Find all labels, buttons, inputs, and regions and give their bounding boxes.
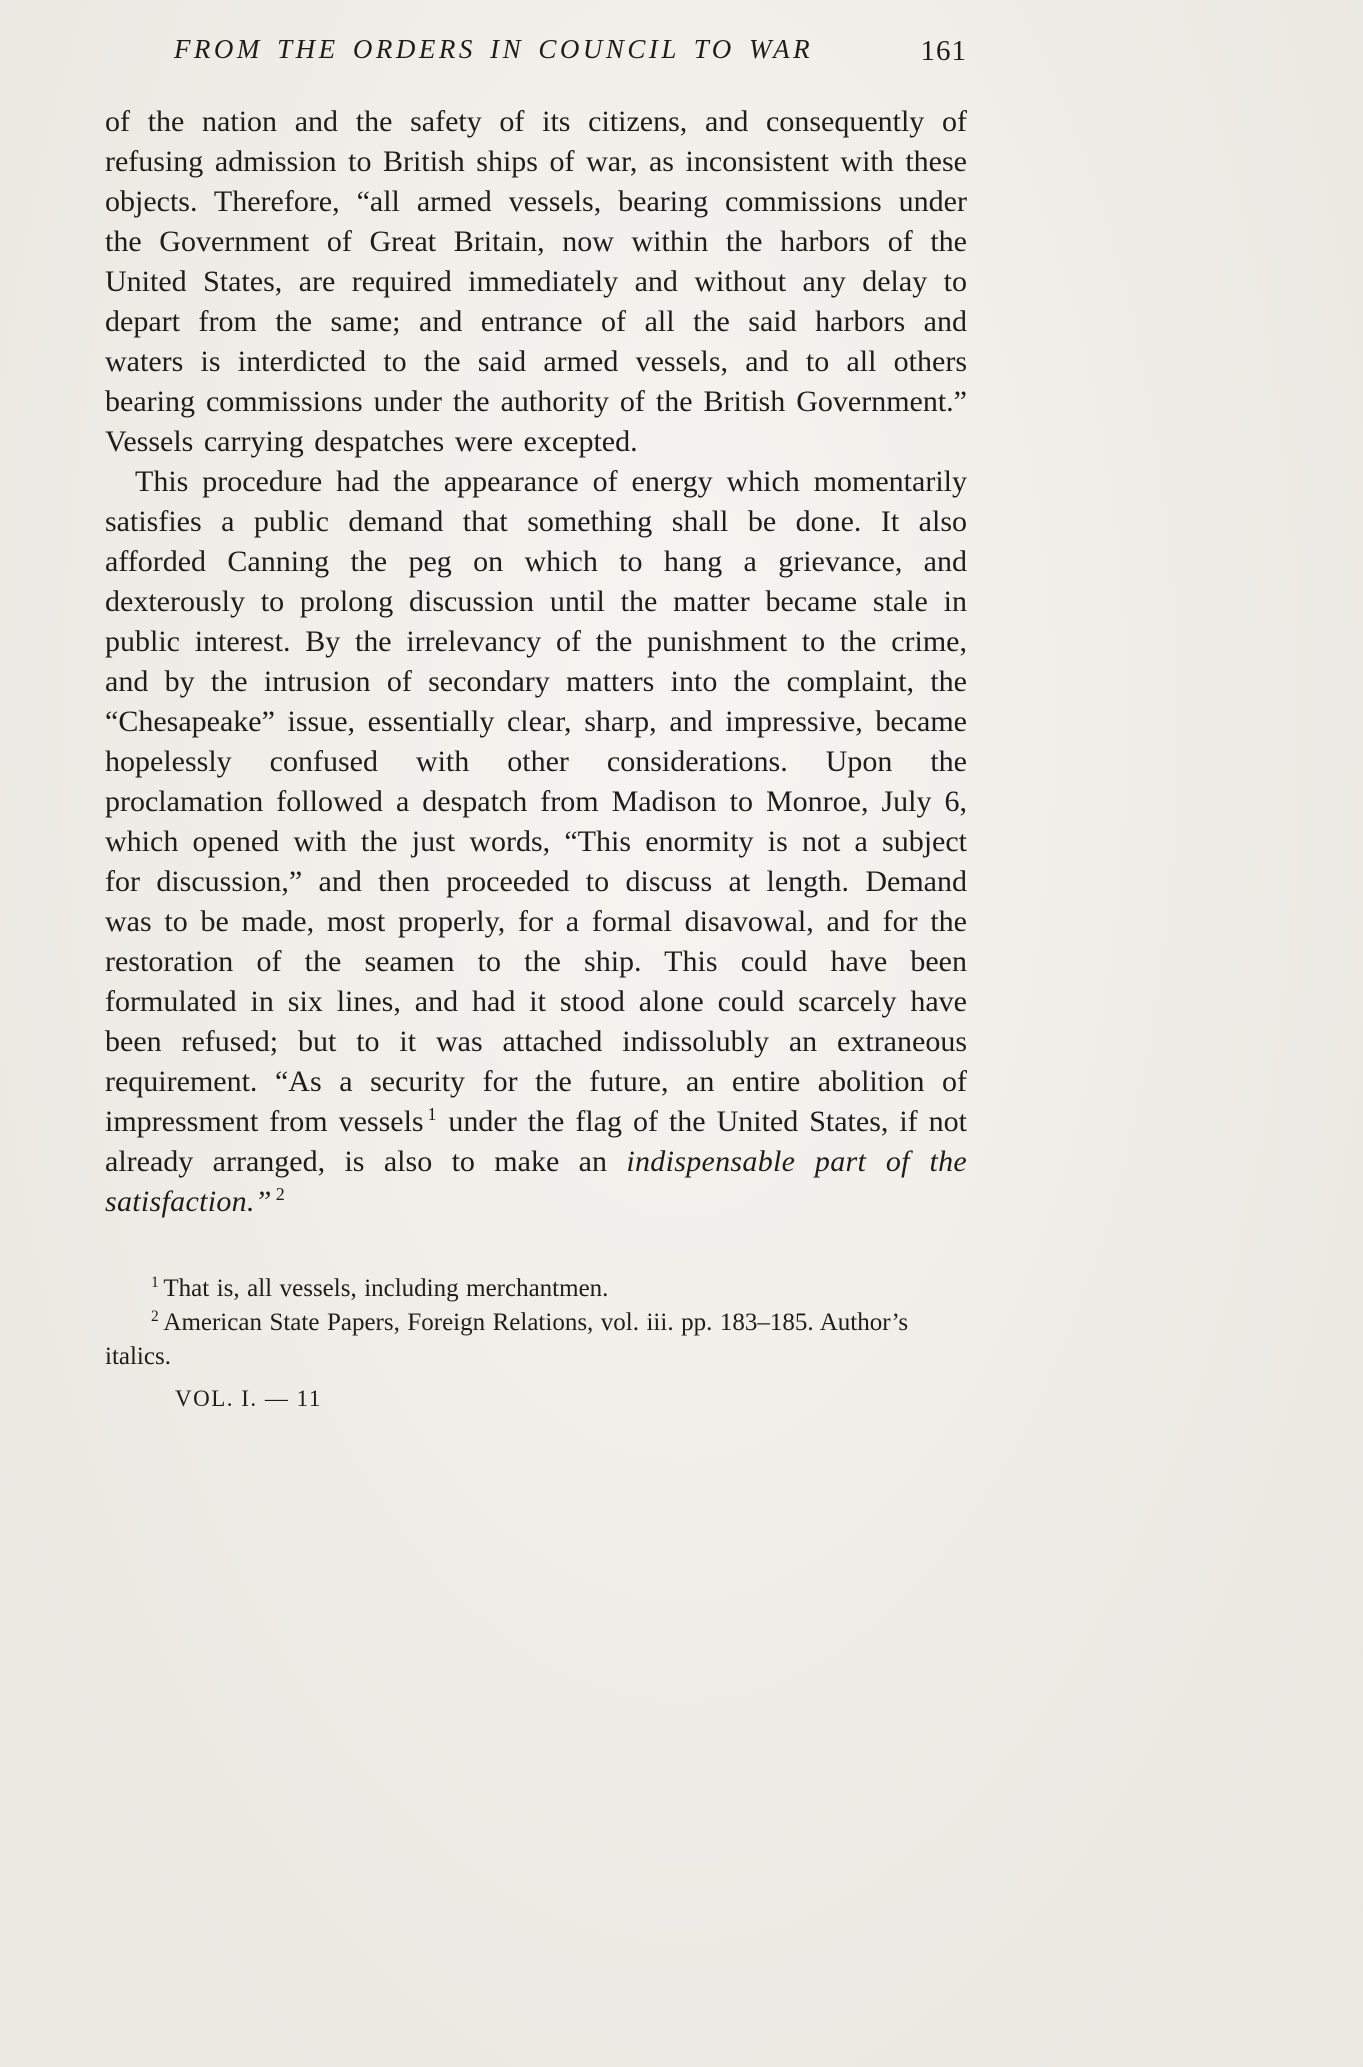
- running-head-title: FROM THE ORDERS IN COUNCIL TO WAR: [173, 34, 814, 64]
- text-block: [105, 34, 967, 1412]
- page-footer: [105, 1272, 967, 1412]
- paragraph-2-text-continued: under the flag of the United States, if not already arranged, is also to make an: [105, 1105, 967, 1178]
- footnote-2: [105, 1306, 967, 1374]
- italicized-phrase: indispensable part of the satisfaction.”: [105, 1145, 967, 1218]
- footnote-reference-2: 2: [275, 1184, 285, 1204]
- footnote-1: [105, 1272, 967, 1306]
- paragraph-2-text: This procedure had the appearance of energy which momentarily satisfies a public demand that something shall be done. It also afforded Canning the peg on which to hang a grievance, and dexterously to prolong discussion until the matter became stale in public interest. By the irrelevancy of the punishment to the crime, and by the intrusion of secondary matters into the complaint, the “Chesapeake” issue, essentially clear, sharp, and impressive, became hopelessly confused with other considerations. Upon the proclamation followed a despatch from Madison to Monroe, July 6, which opened with the just words, “This enormity is not a subject for discussion,” and then proceeded to discuss at length. Demand was to be made, most properly, for a formal disavowal, and for the restoration of the seamen to the ship. This could have been formulated in six lines, and had it stood alone could scarcely have been refused; but to it was attached indissolubly an extraneous requirement. “As a security for the future, an entire abolition of impressment from vessels: [105, 465, 967, 1138]
- footnote-1-marker: 1: [151, 1273, 159, 1291]
- footnotes-block: [105, 1272, 967, 1374]
- footnote-reference-1: 1: [427, 1104, 437, 1124]
- page-number: 161: [920, 35, 967, 67]
- running-head: [105, 34, 967, 78]
- paragraph-2: [105, 462, 967, 1222]
- paragraph-1: [105, 102, 967, 462]
- footnote-2-text: American State Papers, Foreign Relations, vol. iii. pp. 183–185. Author’s italics.: [105, 1309, 909, 1370]
- footnote-1-text: That is, all vessels, including merchantmen.: [163, 1275, 609, 1302]
- volume-signature: VOL. I. — 11: [175, 1386, 322, 1411]
- paragraph-1-text: of the nation and the safety of its citizens, and consequently of refusing admission to British ships of war, as inconsistent with these objects. Therefore, “all armed vessels, bearing commissions under the Government of Great Britain, now within the harbors of the United States, are required immediately and without any delay to depart from the same; and entrance of all the said harbors and waters is interdicted to the said armed vessels, and to all others bearing commissions under the authority of the British Government.” Vessels carrying despatches were excepted.: [105, 105, 967, 458]
- footnote-2-marker: 2: [151, 1307, 159, 1325]
- page-body: [105, 102, 967, 1222]
